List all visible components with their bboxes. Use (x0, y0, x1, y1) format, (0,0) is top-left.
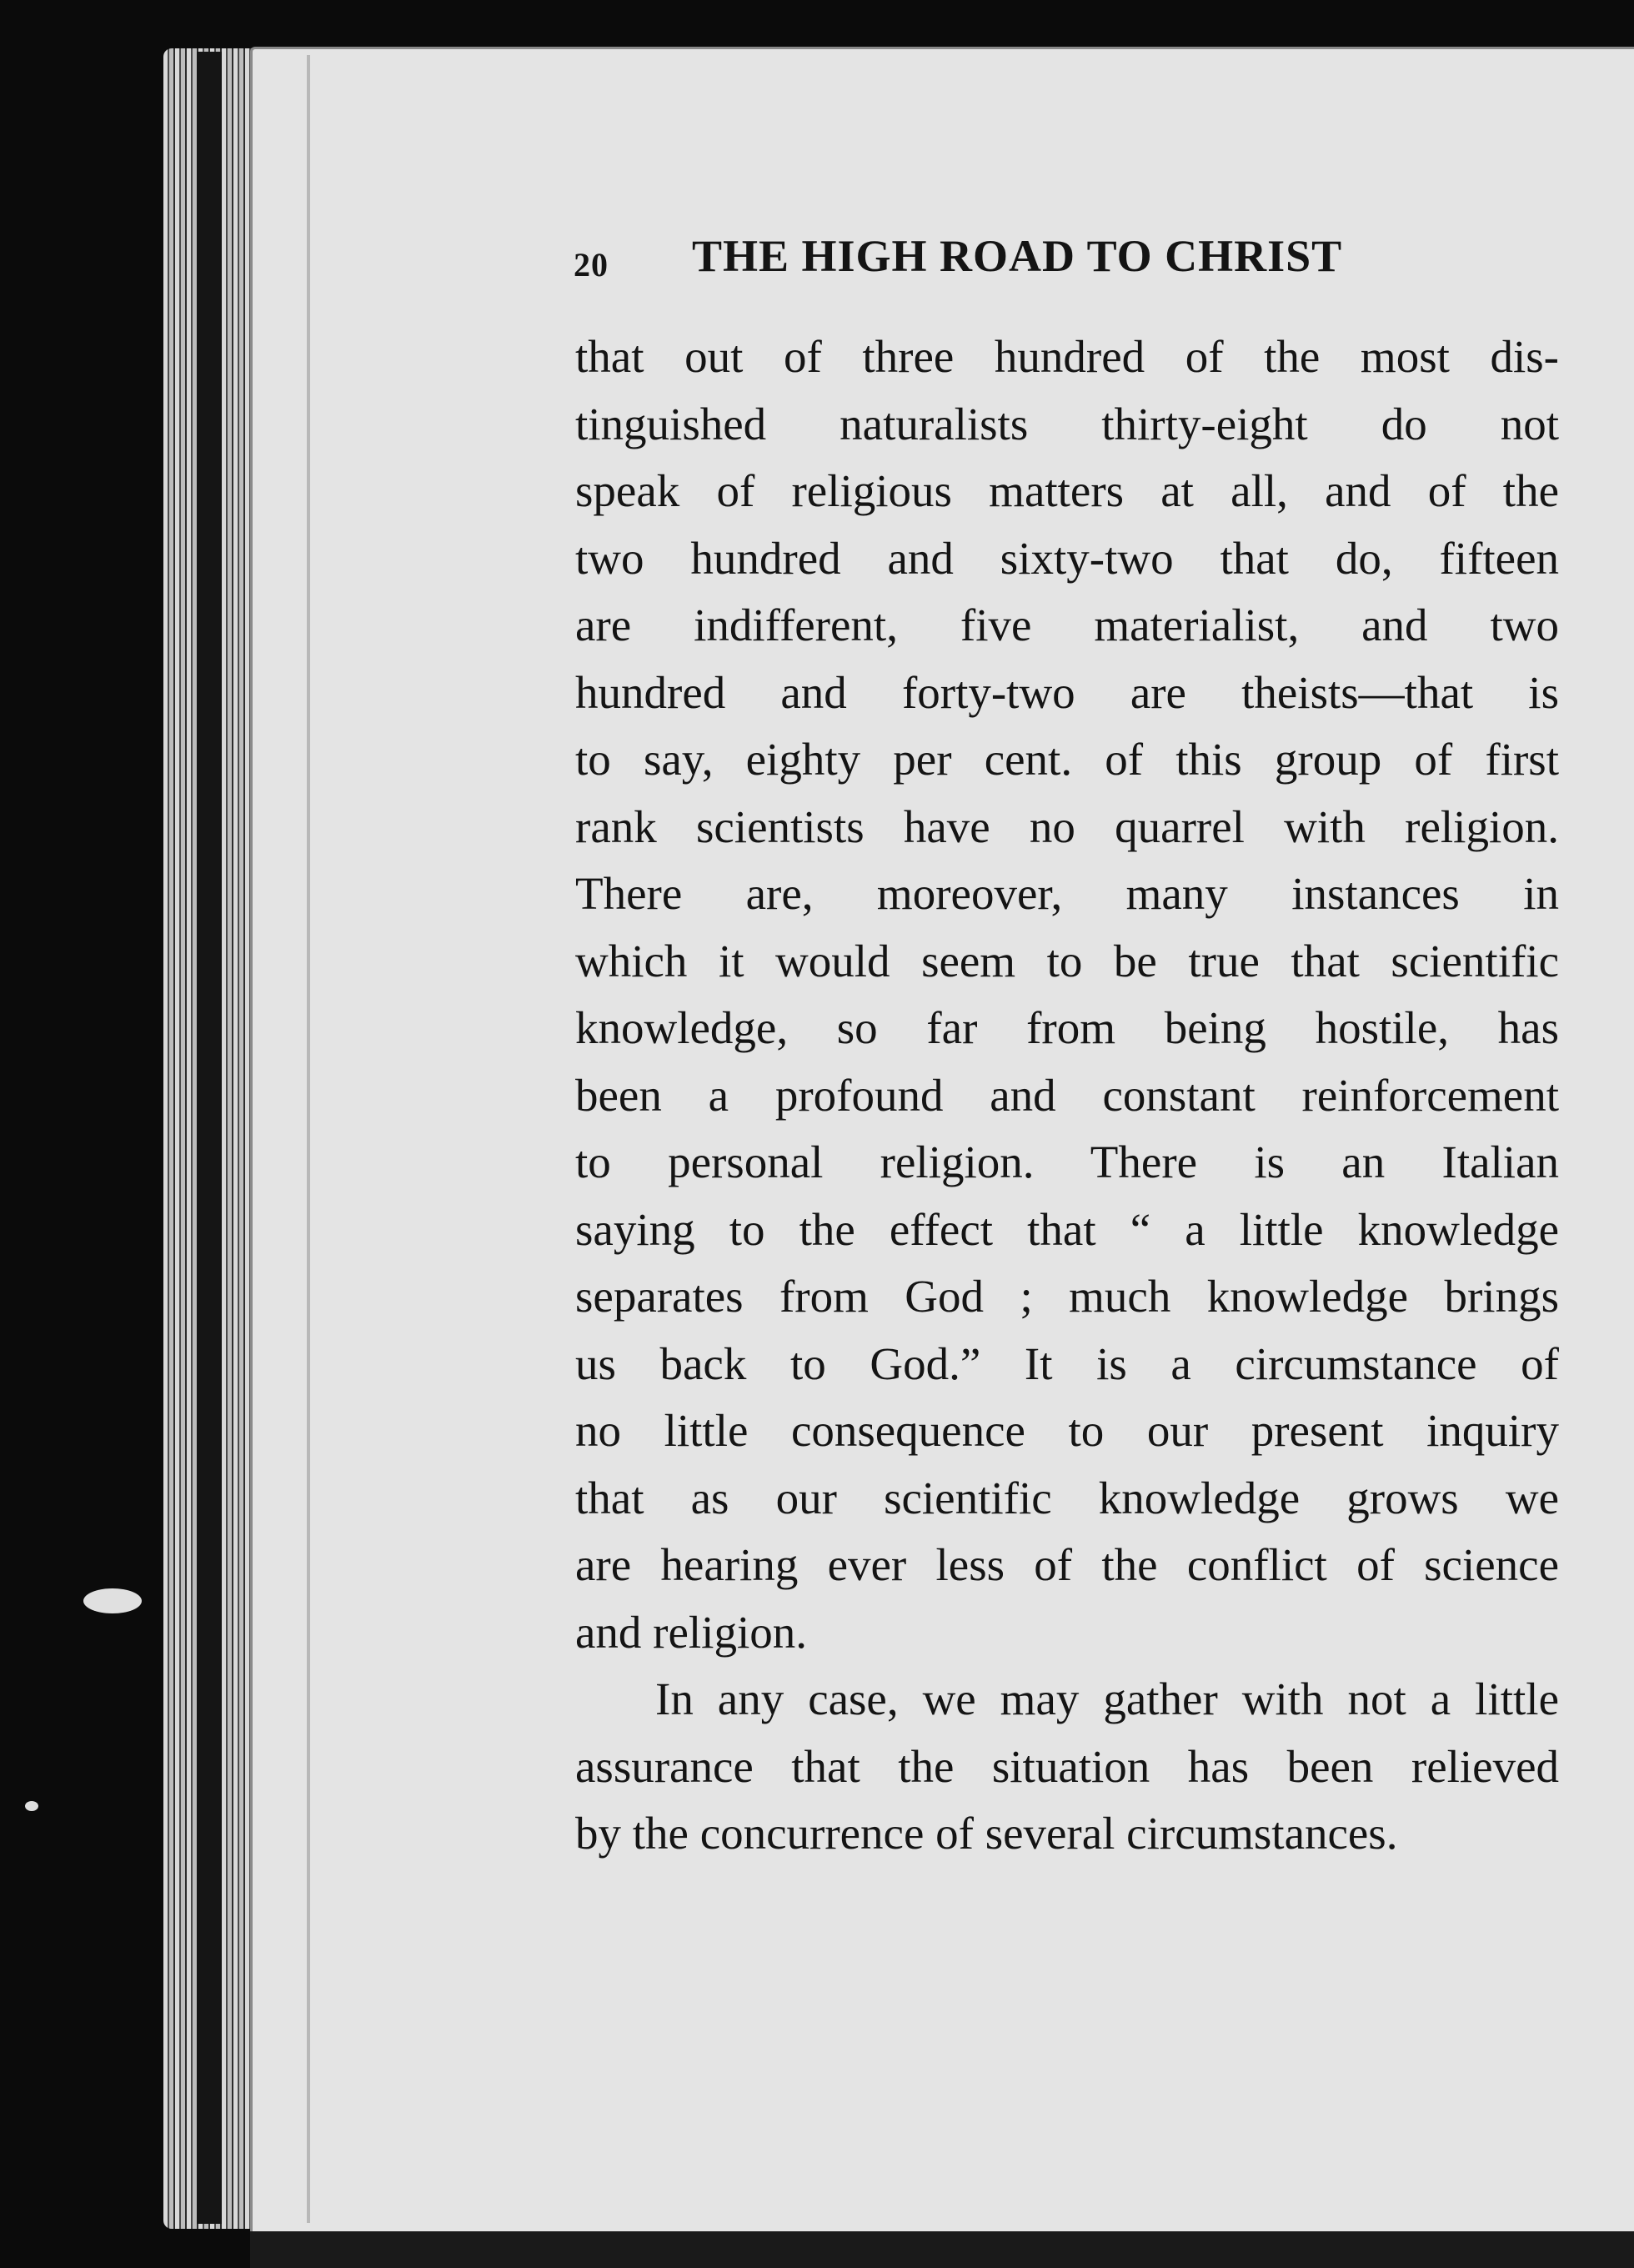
text-line: to say, eighty per cent. of this group of first (575, 734, 1559, 785)
text-line: saying to the effect that “ a little knowledge (575, 1203, 1559, 1255)
text-line: two hundred and sixty-two that do, fifteen (575, 532, 1559, 584)
text-line: assurance that the situation has been relieved (575, 1740, 1559, 1792)
page-edges-shadow (197, 52, 222, 2224)
page-inner-edge (307, 55, 310, 2223)
text-line: been a profound and constant reinforcement (575, 1069, 1559, 1121)
text-line: are indifferent, five materialist, and two (575, 600, 1559, 650)
text-line: that out of three hundred of the most dis- (575, 331, 1559, 382)
text-line: us back to God.” It is a circumstance of (575, 1337, 1559, 1389)
text-line: tinguished naturalists thirty-eight do not (575, 398, 1559, 449)
text-line: In any case, we may gather with not a little (655, 1673, 1559, 1724)
text-line: separates from God ; much knowledge brings (575, 1271, 1559, 1322)
body-text (575, 324, 1559, 1868)
running-head (574, 230, 1441, 289)
text-line: and religion. (575, 1606, 807, 1658)
margin-blot (25, 1801, 38, 1811)
text-line: to personal religion. There is an Italian (575, 1137, 1559, 1187)
text-line: are hearing ever less of the conflict of science (575, 1539, 1559, 1590)
margin-blot (83, 1588, 142, 1613)
text-line: knowledge, so far from being hostile, has (575, 1002, 1559, 1053)
page-number: 20 (574, 246, 609, 284)
text-line: no little consequence to our present inquiry (575, 1405, 1559, 1456)
running-title: THE HIGH ROAD TO CHRIST (692, 231, 1343, 281)
text-line: which it would seem to be true that scientific (575, 935, 1559, 986)
bottom-shadow (250, 2231, 1634, 2268)
text-line: hundred and forty-two are theists—that is (575, 666, 1559, 718)
text-line: speak of religious matters at all, and of the (575, 465, 1559, 516)
text-line: rank scientists have no quarrel with religion. (575, 800, 1559, 852)
text-line: by the concurrence of several circumstances. (575, 1808, 1398, 1859)
text-line: that as our scientific knowledge grows we (575, 1472, 1559, 1523)
text-line: There are, moreover, many instances in (575, 868, 1559, 919)
